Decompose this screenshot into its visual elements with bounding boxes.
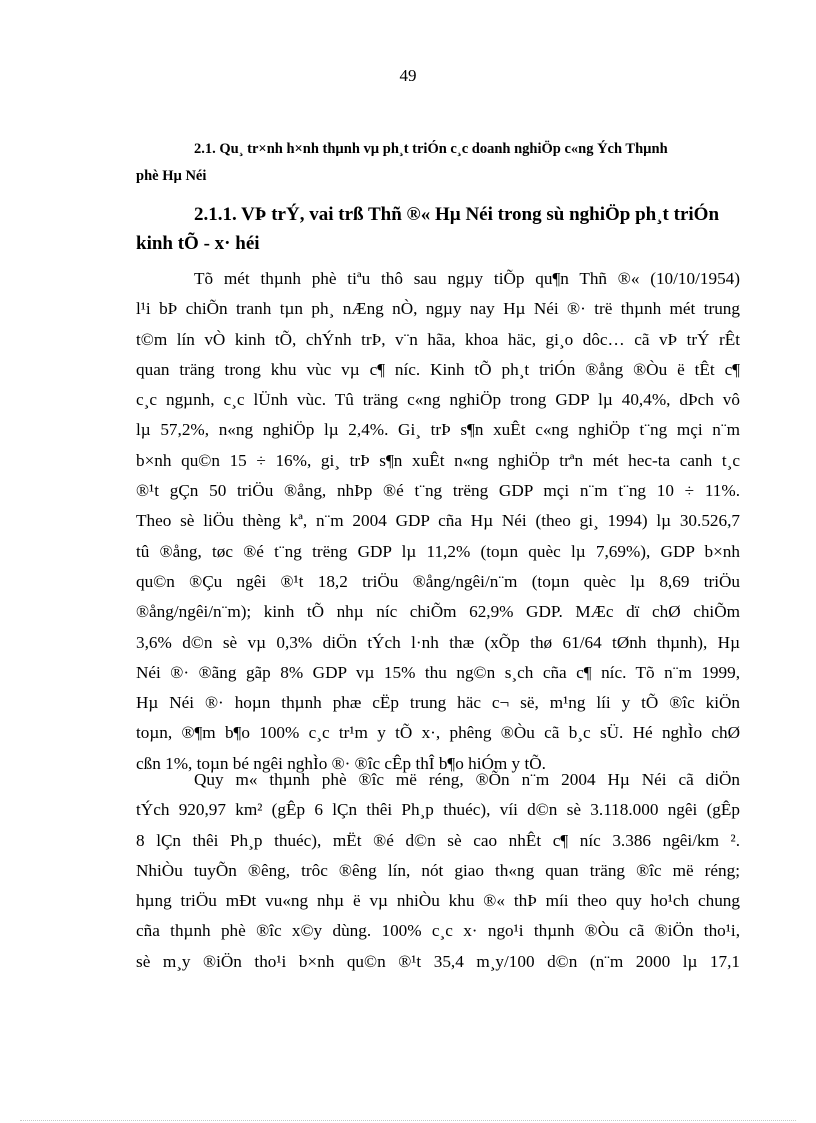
text-line: 8 lÇn thêi Ph¸p thuéc), mËt ®é d©n sè cao nhÊt c¶ níc 3.386 ngêi/km ². xyxy=(136,830,740,850)
section-heading-line: 2.1. Qu¸ tr×nh h×nh thµnh vµ ph¸t triÓn c¸c doanh nghiÖp c«ng Ých Thµnh xyxy=(194,141,668,157)
text-line: 3,6% d©n sè vµ 0,3% diÖn tÝch l·nh thæ (xÕp thø 61/64 tØnh thµnh), Hµ xyxy=(136,632,740,652)
text-line: l¹i bÞ chiÕn tranh tµn ph¸ nÆng nÒ, ngµy nay Hµ Néi ®· trë thµnh mét trung xyxy=(136,299,740,319)
text-line: cña thµnh phè ®îc x©y dùng. 100% c¸c x· ngo¹i thµnh ®Òu cã ®iÖn tho¹i, xyxy=(136,921,740,941)
text-line: ®¹t gÇn 50 triÖu ®ång, nhÞp ®é t¨ng trëng GDP mçi n¨m t¨ng 10 ÷ 11%. xyxy=(136,481,740,501)
text-line: lµ 57,2%, n«ng nghiÖp lµ 2,4%. Gi¸ trÞ s¶n xuÊt c«ng nghiÖp t¨ng mçi n¨m xyxy=(136,420,740,440)
text-line: Néi ®· ®ãng gãp 8% GDP vµ 15% thu ng©n s¸ch cña c¶ níc. Tõ n¨m 1999, xyxy=(136,662,740,682)
text-line: sè m¸y ®iÖn tho¹i b×nh qu©n ®¹t 35,4 m¸y/100 d©n (n¨m 2000 lµ 17,1 xyxy=(136,951,740,971)
section-heading-line: phè Hµ Néi xyxy=(136,168,207,184)
page-bottom-divider xyxy=(20,1120,796,1121)
text-line: c¸c ngµnh, c¸c lÜnh vùc. Tû träng c«ng nghiÖp trong GDP lµ 40,4%, dÞch vô xyxy=(136,390,740,410)
text-line: tû ®ång, tøc ®é t¨ng trëng GDP lµ 11,2% (toµn quèc lµ 7,69%), GDP b×nh xyxy=(136,541,740,561)
text-line: qu©n ®Çu ngêi ®¹t 18,2 triÖu ®ång/ngêi/n¨m (toµn quèc lµ 8,69 triÖu xyxy=(136,571,740,591)
body-paragraph xyxy=(136,264,740,779)
page-number: 49 xyxy=(399,66,417,85)
text-line: b×nh qu©n 15 ÷ 16%, gi¸ trÞ s¶n xuÊt n«ng nghiÖp trªn mét hec-ta canh t¸c xyxy=(136,450,740,470)
text-line: tÝch 920,97 km² (gÊp 6 lÇn thêi Ph¸p thuéc), víi d©n sè 3.118.000 ngêi (gÊp xyxy=(136,800,740,820)
text-line: Hµ Néi ®· hoµn thµnh phæ cËp trung häc c¬ së, m¹ng líi y tÕ ®îc kiÖn xyxy=(136,693,740,713)
text-line: Theo sè liÖu thèng kª, n¨m 2004 GDP cña Hµ Néi (theo gi¸ 1994) lµ 30.526,7 xyxy=(136,511,740,531)
subsection-heading-line: kinh tÕ - x· héi xyxy=(136,233,260,254)
subsection-heading-line: 2.1.1. VÞ trÝ, vai trß Thñ ®« Hµ Néi trong sù nghiÖp ph¸t triÓn xyxy=(194,204,720,225)
text-line: ®ång/ngêi/n¨m); kinh tÕ nhµ níc chiÕm 62,9% GDP. MÆc dï chØ chiÕm xyxy=(136,602,740,622)
text-line: hµng triÖu mÐt vu«ng nhµ ë vµ nhiÒu khu ®« thÞ míi theo quy ho¹ch chung xyxy=(136,891,740,911)
section-heading xyxy=(136,136,740,190)
text-line: quan träng trong khu vùc vµ c¶ níc. Kinh tÕ ph¸t triÓn ®ång ®Òu ë tÊt c¶ xyxy=(136,359,740,379)
text-line: toµn, ®¶m b¶o 100% c¸c tr¹m y tÕ x·, phêng ®Òu cã b¸c sÜ. Hé nghÌo chØ xyxy=(136,723,740,743)
text-line: Tõ mét thµnh phè tiªu thô sau ngµy tiÕp qu¶n Thñ ®« (10/10/1954) xyxy=(194,269,740,288)
text-line: t©m lín vÒ kinh tÕ, chÝnh trÞ, v¨n hãa, khoa häc, gi¸o dôc… cã vÞ trÝ rÊt xyxy=(136,329,740,349)
text-line: cßn 1%, toµn bé ngêi nghÌo ®· ®îc cÊp thÎ b¶o hiÓm y tÕ. xyxy=(136,753,546,773)
subsection-heading xyxy=(136,200,740,258)
text-line: Quy m« thµnh phè ®îc më réng, ®Õn n¨m 2004 Hµ Néi cã diÖn xyxy=(194,770,740,789)
text-line: NhiÒu tuyÕn ®êng, trôc ®êng lín, nót giao th«ng quan träng ®îc më réng; xyxy=(136,860,740,880)
body-paragraph xyxy=(136,765,740,977)
